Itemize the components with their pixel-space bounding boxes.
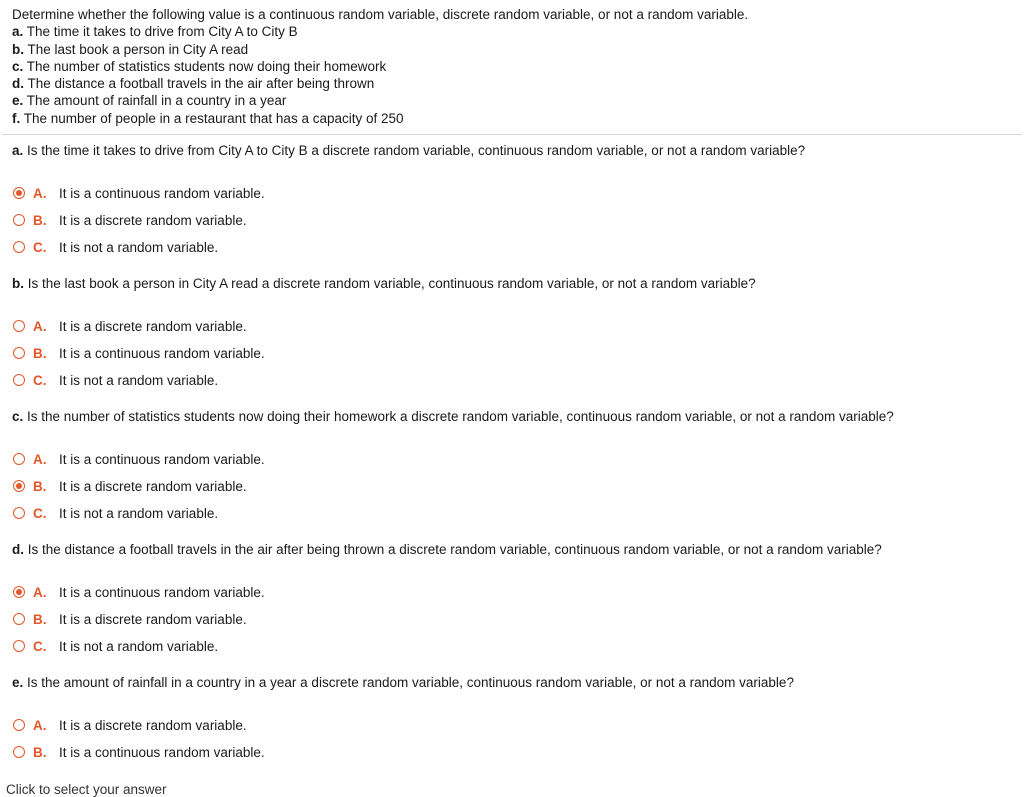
intro-item: a. The time it takes to drive from City A to City B	[12, 24, 298, 40]
radio-icon[interactable]	[13, 453, 25, 465]
option-a-C[interactable]: C. It is not a random variable.	[13, 237, 218, 257]
question-e: e. Is the amount of rainfall in a country in a year a discrete random variable, continuous random variable, or not a random variable?	[12, 675, 794, 690]
problem-statement	[12, 6, 748, 127]
option-b-C[interactable]: C. It is not a random variable.	[13, 370, 218, 390]
option-d-B[interactable]: B. It is a discrete random variable.	[13, 609, 247, 629]
option-c-A[interactable]: A. It is a continuous random variable.	[13, 449, 265, 469]
problem-prompt: Determine whether the following value is a continuous random variable, discrete random variable, or not a random variable.	[12, 7, 749, 22]
radio-icon[interactable]	[13, 374, 25, 386]
radio-icon[interactable]	[13, 241, 25, 253]
option-a-B[interactable]: B. It is a discrete random variable.	[13, 210, 247, 230]
intro-item: b. The last book a person in City A read	[12, 41, 249, 57]
radio-icon[interactable]	[13, 719, 25, 731]
footer-hint: Click to select your answer	[6, 782, 167, 797]
question-c: c. Is the number of statistics students now doing their homework a discrete random variable, continuous random variable, or not a random variable?	[12, 409, 894, 424]
radio-icon[interactable]	[13, 640, 25, 652]
option-c-C[interactable]: C. It is not a random variable.	[13, 503, 218, 523]
radio-icon[interactable]	[13, 214, 25, 226]
intro-item: e. The amount of rainfall in a country in a year	[12, 93, 287, 109]
intro-item: d. The distance a football travels in the air after being thrown	[12, 76, 375, 92]
question-d: d. Is the distance a football travels in the air after being thrown a discrete random variable, continuous random variable, or not a random variable?	[12, 542, 882, 557]
option-b-A[interactable]: A. It is a discrete random variable.	[13, 316, 247, 336]
radio-selected-icon[interactable]	[13, 586, 25, 598]
question-b: b. Is the last book a person in City A read a discrete random variable, continuous random variable, or not a random variable?	[12, 276, 756, 291]
option-e-B[interactable]: B. It is a continuous random variable.	[13, 742, 265, 762]
option-d-A[interactable]: A. It is a continuous random variable.	[13, 582, 265, 602]
option-e-A[interactable]: A. It is a discrete random variable.	[13, 715, 247, 735]
radio-selected-icon[interactable]	[13, 187, 25, 199]
radio-icon[interactable]	[13, 746, 25, 758]
radio-icon[interactable]	[13, 507, 25, 519]
intro-item: f. The number of people in a restaurant that has a capacity of 250	[12, 110, 404, 126]
radio-icon[interactable]	[13, 320, 25, 332]
section-divider	[2, 134, 1022, 135]
option-c-B[interactable]: B. It is a discrete random variable.	[13, 476, 247, 496]
radio-icon[interactable]	[13, 347, 25, 359]
question-a: a. Is the time it takes to drive from City A to City B a discrete random variable, continuous random variable, or not a random variable?	[12, 143, 806, 158]
radio-icon[interactable]	[13, 613, 25, 625]
radio-selected-icon[interactable]	[13, 480, 25, 492]
intro-item: c. The number of statistics students now doing their homework	[12, 58, 387, 74]
option-d-C[interactable]: C. It is not a random variable.	[13, 636, 218, 656]
option-a-A[interactable]: A. It is a continuous random variable.	[13, 183, 265, 203]
option-b-B[interactable]: B. It is a continuous random variable.	[13, 343, 265, 363]
